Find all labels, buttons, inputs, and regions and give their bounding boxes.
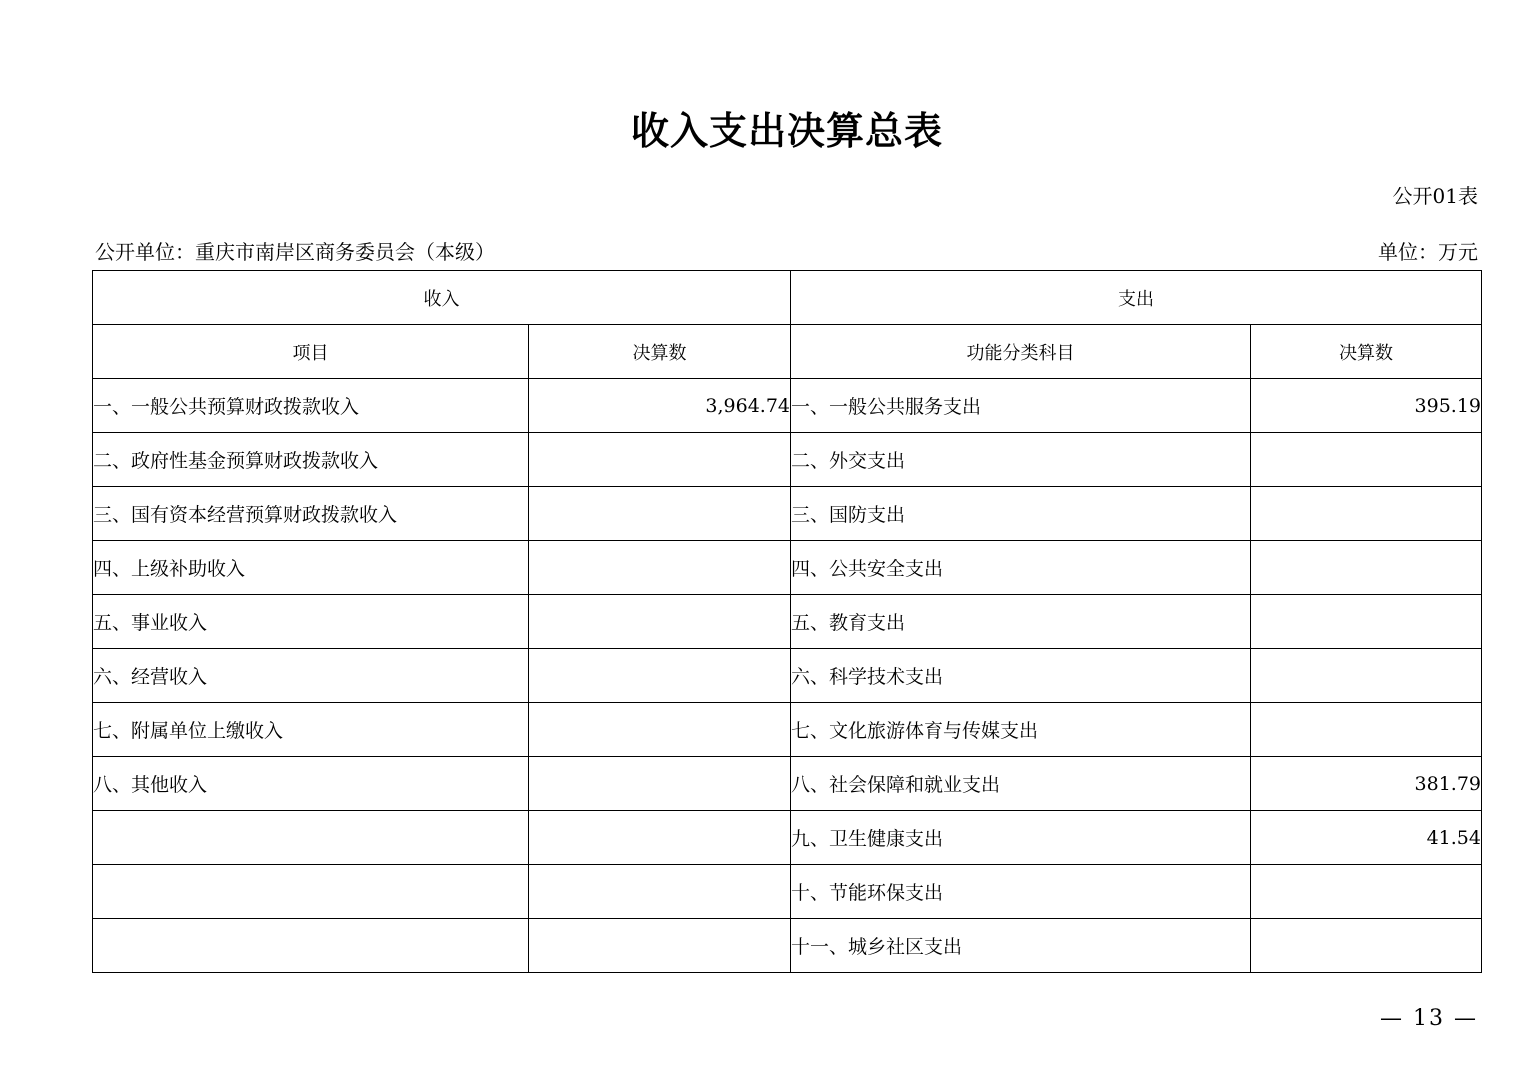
expense-amount-cell [1251,919,1482,973]
income-amount-column-header: 决算数 [529,325,791,379]
expense-item-cell: 十、节能环保支出 [791,865,1251,919]
expense-amount-cell [1251,703,1482,757]
expense-amount-cell [1251,541,1482,595]
income-amount-cell: 3,964.74 [529,379,791,433]
expense-amount-cell [1251,649,1482,703]
column-header-row [93,325,1482,379]
expense-amount-cell [1251,487,1482,541]
table-row [93,757,1482,811]
expense-amount-cell: 395.19 [1251,379,1482,433]
expense-item-cell: 十一、城乡社区支出 [791,919,1251,973]
income-amount-cell [529,487,791,541]
income-section-header: 收入 [93,271,791,325]
expense-amount-cell [1251,595,1482,649]
reporting-unit: 公开单位：重庆市南岸区商务委员会（本级） [95,240,495,264]
expense-amount-cell [1251,865,1482,919]
table-row [93,919,1482,973]
table-row [93,703,1482,757]
income-item-cell [93,811,529,865]
expense-section-header: 支出 [791,271,1482,325]
income-item-cell: 七、附属单位上缴收入 [93,703,529,757]
table-body [93,379,1482,973]
income-amount-cell [529,649,791,703]
income-item-cell: 六、经营收入 [93,649,529,703]
expense-item-cell: 三、国防支出 [791,487,1251,541]
expense-item-cell: 二、外交支出 [791,433,1251,487]
form-code: 公开01表 [1392,184,1478,208]
expense-item-cell: 八、社会保障和就业支出 [791,757,1251,811]
expense-item-cell: 七、文化旅游体育与传媒支出 [791,703,1251,757]
income-amount-cell [529,811,791,865]
expense-amount-cell: 381.79 [1251,757,1482,811]
expense-amount-cell: 41.54 [1251,811,1482,865]
expense-item-cell: 九、卫生健康支出 [791,811,1251,865]
income-amount-cell [529,865,791,919]
expense-item-cell: 五、教育支出 [791,595,1251,649]
table-row [93,541,1482,595]
income-amount-cell [529,757,791,811]
income-amount-cell [529,919,791,973]
expense-item-cell: 六、科学技术支出 [791,649,1251,703]
income-item-cell: 五、事业收入 [93,595,529,649]
table-row [93,433,1482,487]
expense-item-cell: 四、公共安全支出 [791,541,1251,595]
table-row [93,865,1482,919]
income-item-cell: 一、一般公共预算财政拨款收入 [93,379,529,433]
item-column-header: 项目 [93,325,529,379]
expense-amount-column-header: 决算数 [1251,325,1482,379]
table-row [93,487,1482,541]
income-item-cell: 四、上级补助收入 [93,541,529,595]
function-class-column-header: 功能分类科目 [791,325,1251,379]
table-row [93,595,1482,649]
currency-unit: 单位：万元 [1378,240,1478,264]
income-amount-cell [529,541,791,595]
income-item-cell: 三、国有资本经营预算财政拨款收入 [93,487,529,541]
table-row [93,379,1482,433]
income-item-cell: 八、其他收入 [93,757,529,811]
income-expense-table [92,270,1482,973]
expense-item-cell: 一、一般公共服务支出 [791,379,1251,433]
income-amount-cell [529,703,791,757]
income-item-cell [93,865,529,919]
page-title: 收入支出决算总表 [630,109,943,153]
table-row [93,649,1482,703]
income-item-cell: 二、政府性基金预算财政拨款收入 [93,433,529,487]
income-amount-cell [529,595,791,649]
section-header-row [93,271,1482,325]
page-number: — 13 — [1380,1006,1478,1031]
income-item-cell [93,919,529,973]
table-row [93,811,1482,865]
income-amount-cell [529,433,791,487]
expense-amount-cell [1251,433,1482,487]
